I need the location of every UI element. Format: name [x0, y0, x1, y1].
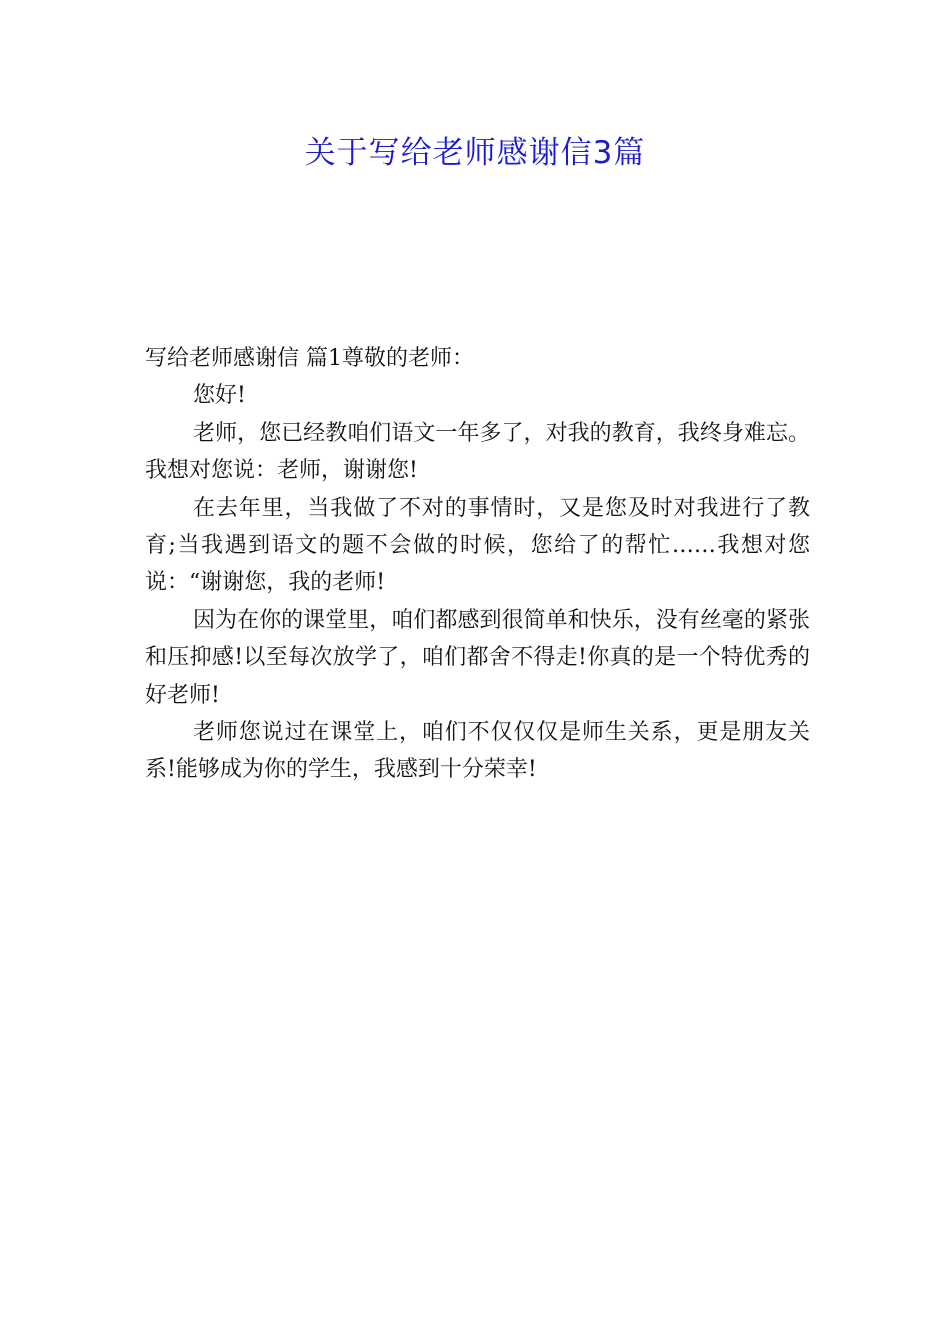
- paragraph: 老师您说过在课堂上，咱们不仅仅仅是师生关系，更是朋友关系!能够成为你的学生，我感到十分荣幸!: [145, 720, 810, 783]
- document-title: 关于写给老师感谢信3篇: [304, 135, 646, 171]
- document-body: [145, 340, 810, 789]
- paragraph-salutation: 写给老师感谢信 篇1尊敬的老师：: [145, 346, 474, 371]
- paragraph-greeting: 您好!: [193, 383, 246, 409]
- paragraph: 老师，您已经教咱们语文一年多了，对我的教育，我终身难忘。我想对您说：老师，谢谢您!: [145, 420, 810, 484]
- paragraph: 在去年里，当我做了不对的事情时，又是您及时对我进行了教育;当我遇到语文的题不会做的时候，您给了的帮忙……我想对您说：“谢谢您，我的老师!: [145, 495, 810, 596]
- paragraph: 因为在你的课堂里，咱们都感到很简单和快乐，没有丝毫的紧张和压抑感!以至每次放学了，咱们都舍不得走!你真的是一个特优秀的好老师!: [145, 607, 810, 708]
